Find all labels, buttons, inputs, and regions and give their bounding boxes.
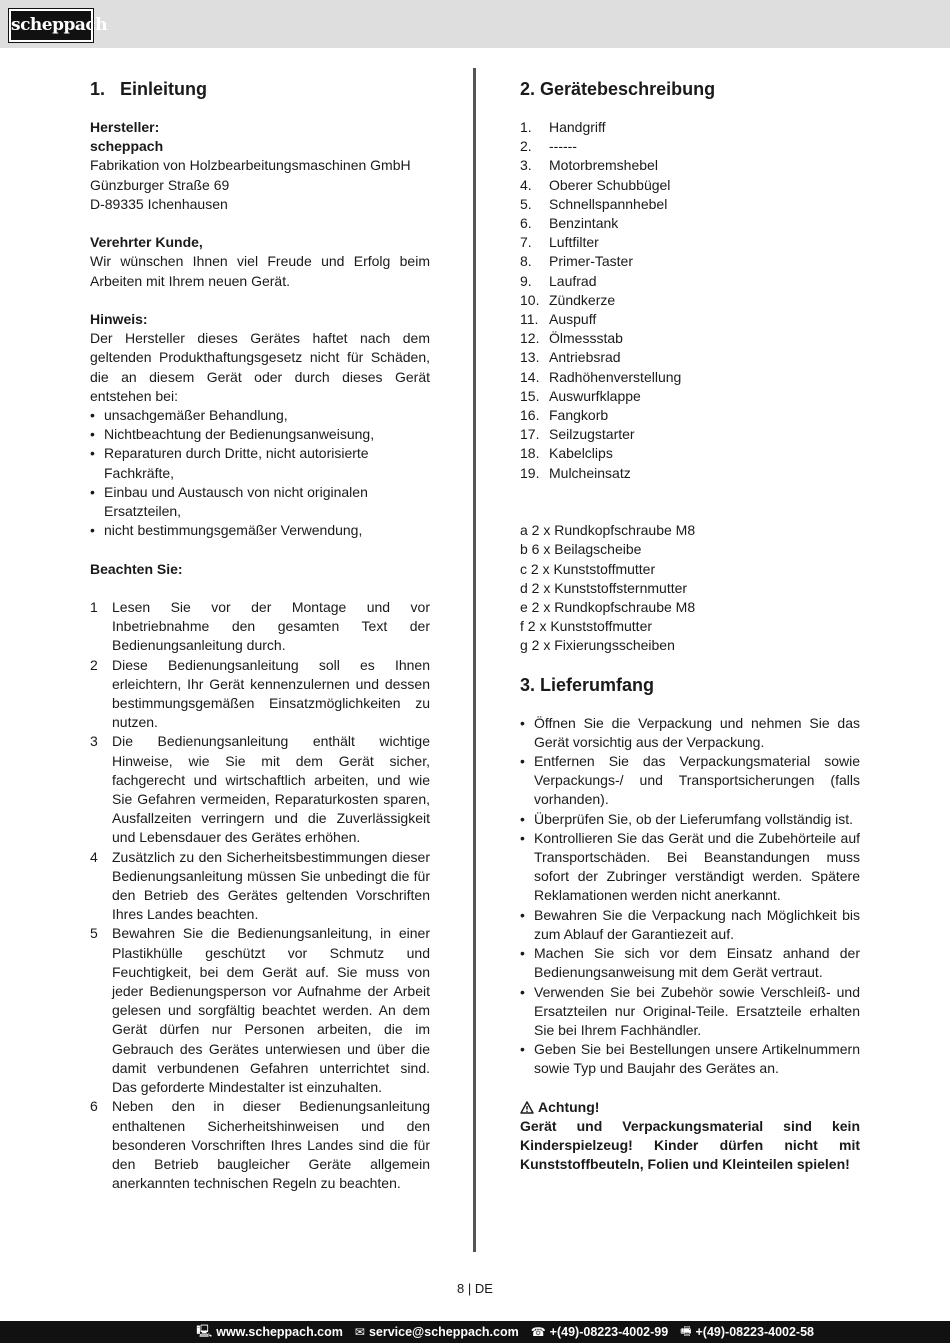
list-item: • Verwenden Sie bei Zubehör sowie Verschleiß- und Ersatzteilen nur Original-Teile. Ersatzteile erhalten Sie bei Ihrem Fachhändler. — [520, 983, 860, 1041]
phone-icon: ☎ — [530, 1325, 546, 1339]
list-item: 5. Schnellspannhebel — [520, 195, 668, 212]
section-heading-delivery: 3. Lieferumfang — [520, 674, 655, 695]
warning-triangle-icon — [520, 1101, 534, 1114]
attention-numbered-list — [90, 598, 430, 1193]
warning-title: Achtung! — [538, 1098, 600, 1115]
list-item: 6. Benzintank — [520, 215, 619, 232]
page-number: 8 | DE — [457, 1281, 493, 1296]
list-item: 9. Laufrad — [520, 272, 597, 289]
footer-bar — [0, 1321, 950, 1343]
list-item: 19. Mulcheinsatz — [520, 464, 631, 481]
brand-logo — [9, 9, 108, 42]
list-item: f 2 x Kunststoffmutter — [520, 618, 653, 635]
list-item: 15. Auswurfklappe — [520, 387, 641, 404]
delivery-bullet-list — [520, 714, 860, 1079]
list-item: b 6 x Beilagscheibe — [520, 541, 642, 558]
footer-email-link[interactable]: service@scheppach.com — [368, 1325, 519, 1339]
brand-logo-text: scheppach — [11, 15, 108, 35]
footer-website-link[interactable]: www.scheppach.com — [216, 1325, 343, 1339]
list-item: 13. Antriebsrad — [520, 349, 621, 366]
list-item: 2. ------ — [520, 138, 577, 155]
list-item: • Bewahren Sie die Verpackung nach Möglichkeit bis zum Ablauf der Garantiezeit auf. — [520, 906, 860, 944]
section-heading-device-description: 2. Gerätebeschreibung — [520, 79, 716, 99]
list-item: 18. Kabelclips — [520, 445, 613, 462]
list-item: a 2 x Rundkopfschraube M8 — [520, 522, 696, 539]
note-text: Der Hersteller dieses Gerätes haftet nach dem geltenden Produkthaftungsgesetz nicht für Schäden, die an diesem Gerät oder durch dieses Gerät entstehen bei: — [90, 330, 430, 404]
footer-fax: +(49)-08223-4002-58 — [695, 1325, 814, 1339]
list-item: • Reparaturen durch Dritte, nicht autorisierte Fachkräfte, — [90, 444, 430, 482]
footer-phone: +(49)-08223-4002-99 — [549, 1325, 669, 1339]
list-item: 8. Primer-Taster — [520, 253, 634, 270]
list-item: 6 Neben den in dieser Bedienungsanleitung enthaltenen Sicherheitshinweisen und den besonderen Vorschriften Ihres Landes sind die für den Betrieb baugleicher Geräte allgemein anerkannten technischen Regeln zu beachten. — [90, 1098, 430, 1192]
address-line: D-89335 Ichenhausen — [90, 195, 228, 212]
list-item: 12. Ölmessstab — [520, 330, 623, 347]
list-item: • Einbau und Austausch von nicht originalen Ersatzteilen, — [90, 483, 430, 521]
address-line: Günzburger Straße 69 — [90, 176, 230, 193]
list-item: c 2 x Kunststoffmutter — [520, 560, 656, 577]
list-item: 3. Motorbremshebel — [520, 157, 658, 174]
header-bar — [0, 0, 950, 48]
warning-box — [520, 1098, 860, 1175]
fax-icon: 🖷 — [680, 1323, 692, 1338]
list-item: 1 Lesen Sie vor der Montage und vor Inbetriebnahme den gesamten Text der Bedienungsanleitung durch. — [90, 599, 430, 654]
warning-text: Gerät und Verpackungsmaterial sind kein Kinderspielzeug! Kinder dürfen nicht mit Kunststoffbeuteln, Folien und Kleinteilen spielen! — [520, 1117, 860, 1173]
list-item: 17. Seilzugstarter — [520, 426, 635, 443]
note-label: Hinweis: — [90, 311, 148, 327]
list-item: • Überprüfen Sie, ob der Lieferumfang vollständig ist. — [520, 810, 860, 829]
dear-customer-text: Wir wünschen Ihnen viel Freude und Erfolg beim Arbeiten mit Ihrem neuen Gerät. — [90, 253, 430, 289]
attention-label: Beachten Sie: — [90, 560, 183, 577]
list-item: 1. Handgriff — [520, 119, 606, 135]
list-item: d 2 x Kunststoffsternmutter — [520, 579, 688, 596]
list-item: 14. Radhöhenverstellung — [520, 368, 682, 385]
list-item: 4. Oberer Schubbügel — [520, 176, 671, 193]
mail-icon: ✉ — [354, 1325, 365, 1339]
address-line: Fabrikation von Holzbearbeitungsmaschinen GmbH — [90, 157, 411, 174]
right-column — [520, 78, 860, 1175]
list-item: • Entfernen Sie das Verpackungsmaterial sowie Verpackungs-/ und Transportsicherungen (falls vorhanden). — [520, 752, 860, 810]
note-bullet-list — [90, 406, 430, 540]
list-item: • Machen Sie sich vor dem Einsatz anhand der Bedienungsanweisung mit dem Gerät vertraut. — [520, 944, 860, 982]
manufacturer-name: scheppach — [90, 138, 164, 155]
manufacturer-label: Hersteller: — [90, 119, 160, 135]
computer-icon: 🖳 — [196, 1323, 213, 1338]
list-item: 16. Fangkorb — [520, 407, 609, 424]
section-heading-introduction: 1. Einleitung — [90, 79, 208, 99]
column-divider — [473, 68, 476, 1252]
dear-customer-label: Verehrter Kunde, — [90, 234, 203, 251]
list-item: 11. Auspuff — [520, 311, 597, 328]
list-item: e 2 x Rundkopfschraube M8 — [520, 599, 696, 616]
list-item: • nicht bestimmungsgemäßer Verwendung, — [90, 521, 430, 540]
hardware-list — [520, 521, 860, 655]
list-item: 5 Bewahren Sie die Bedienungsanleitung, in einer Plastikhülle geschützt vor Schmutz und Feuchtigkeit, bei dem Gerät auf. Sie muss von jeder Bedienungsperson vor Aufnahme der Arbeit gelesen und sorgfältig beachtet werden. An dem Gerät dürfen nur Personen arbeiten, die im Gebrauch des Gerätes unterwiesen und über die damit verbundenen Gefahren unterrichtet sind. Das geforderte Mindestalter ist einzuhalten. — [90, 925, 430, 1096]
list-item: 3 Die Bedienungsanleitung enthält wichtige Hinweise, wie Sie mit dem Gerät sicher, fachgerecht und wirtschaftlich arbeiten, und wie Sie Gefahren vermeiden, Reparaturkosten sparen, Ausfallzeiten verringern und die Zuverlässigkeit und Lebensdauer des Gerätes erhöhen. — [90, 733, 430, 846]
list-item: • unsachgemäßer Behandlung, — [90, 406, 430, 425]
list-item: • Geben Sie bei Bestellungen unsere Artikelnummern sowie Typ und Baujahr des Gerätes an. — [520, 1040, 860, 1078]
list-item: g 2 x Fixierungsscheiben — [520, 637, 675, 654]
left-column — [90, 78, 430, 1193]
list-item: 7. Luftfilter — [520, 234, 599, 251]
list-item: 4 Zusätzlich zu den Sicherheitsbestimmungen dieser Bedienungsanleitung müssen Sie unbedingt die für den Betrieb des Gerätes geltenden Vorschriften Ihres Landes beachten. — [90, 848, 430, 923]
list-item: • Nichtbeachtung der Bedienungsanweisung, — [90, 425, 430, 444]
list-item: • Kontrollieren Sie das Gerät und die Zubehörteile auf Transportschäden. Bei Beanstandungen muss sofort der Zubringer verständigt werden. Spätere Reklamationen werden nicht anerkannt. — [520, 829, 860, 906]
list-item: 2 Diese Bedienungsanleitung soll es Ihnen erleichtern, Ihr Gerät kennenzulernen und dessen bestimmungsgemäßen Einsatzmöglichkeiten zu nutzen. — [90, 656, 430, 731]
list-item: • Öffnen Sie die Verpackung und nehmen Sie das Gerät vorsichtig aus der Verpackung. — [520, 714, 860, 752]
list-item: 10. Zündkerze — [520, 291, 616, 308]
parts-list — [520, 118, 860, 483]
